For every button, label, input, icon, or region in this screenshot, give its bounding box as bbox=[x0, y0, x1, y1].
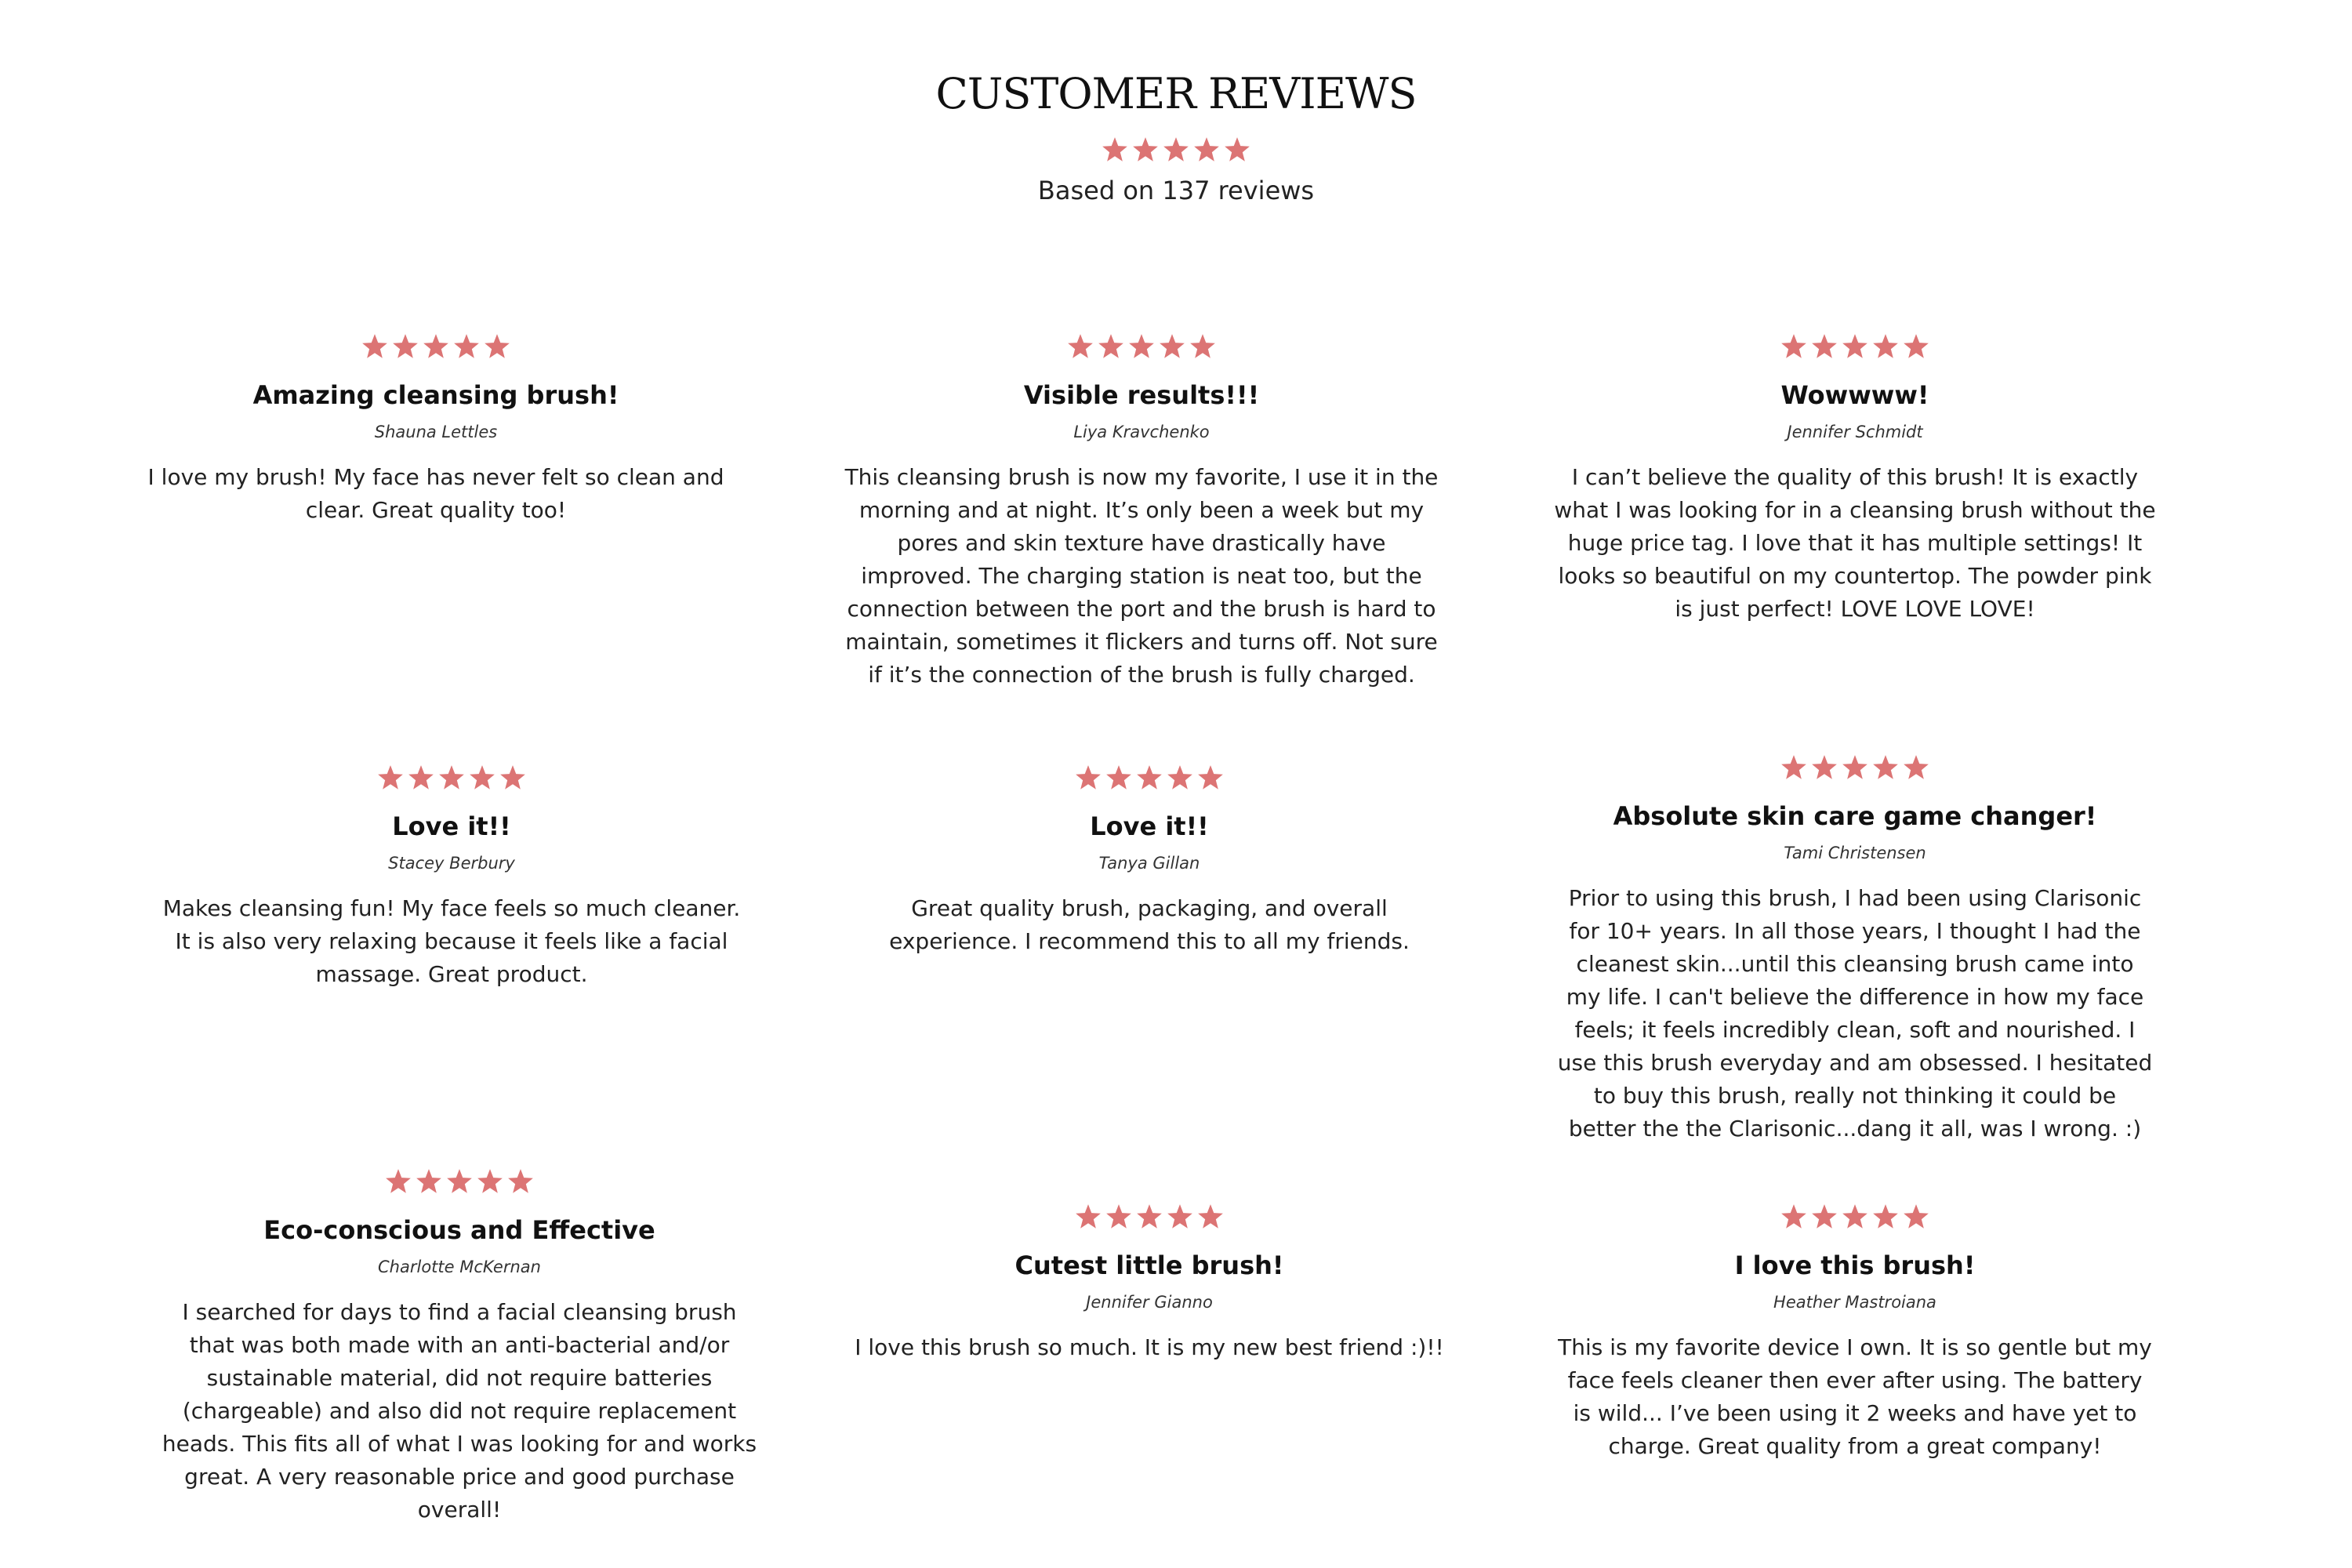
review-title: Wowwww! bbox=[1780, 380, 1929, 410]
star-icon bbox=[1841, 332, 1869, 361]
star-icon bbox=[1131, 136, 1160, 164]
review-card bbox=[138, 332, 734, 527]
star-icon bbox=[1871, 1203, 1900, 1231]
review-title: Cutest little brush! bbox=[1014, 1250, 1284, 1280]
star-icon bbox=[1066, 332, 1094, 361]
star-icon bbox=[1196, 1203, 1225, 1231]
star-icon bbox=[1101, 136, 1129, 164]
star-icon bbox=[1196, 764, 1225, 792]
review-card bbox=[851, 1203, 1447, 1364]
star-icon bbox=[445, 1167, 474, 1196]
star-icon bbox=[1810, 753, 1838, 782]
review-author: Tami Christensen bbox=[1784, 844, 1926, 862]
star-icon bbox=[499, 764, 527, 792]
review-title: Eco-conscious and Effective bbox=[263, 1215, 655, 1245]
review-title: I love this brush! bbox=[1734, 1250, 1976, 1280]
star-icon bbox=[1105, 1203, 1133, 1231]
review-title: Absolute skin care game changer! bbox=[1613, 801, 2097, 831]
review-body: I searched for days to find a facial cleansing brush that was both made with an anti-bacterial and/or sustainable material, did not require batteries (chargeable) and also did not require replacement heads. This fits all of what I was looking for and works great. A very reasonable price and good purchase overall! bbox=[162, 1299, 757, 1523]
review-rating-stars bbox=[154, 764, 750, 795]
review-author: Shauna Lettles bbox=[374, 423, 498, 441]
review-title: Love it!! bbox=[1090, 811, 1209, 841]
review-author: Heather Mastroiana bbox=[1773, 1293, 1936, 1312]
star-icon bbox=[1074, 764, 1102, 792]
star-icon bbox=[1871, 753, 1900, 782]
average-rating-stars bbox=[0, 136, 2352, 167]
review-author: Jennifer Gianno bbox=[1086, 1293, 1213, 1312]
review-body: I love my brush! My face has never felt so clean and clear. Great quality too! bbox=[147, 464, 724, 523]
star-icon bbox=[1127, 332, 1156, 361]
star-icon bbox=[415, 1167, 443, 1196]
star-icon bbox=[422, 332, 450, 361]
review-title: Visible results!!! bbox=[1023, 380, 1260, 410]
star-icon bbox=[391, 332, 419, 361]
review-card bbox=[154, 764, 750, 991]
review-rating-stars bbox=[851, 764, 1447, 795]
review-body: Prior to using this brush, I had been using Clarisonic for 10+ years. In all those years, I thought I had the cleanest skin...until this cleansing brush came into my life. I can't believe the difference in how my face feels; it feels incredibly clean, soft and nourished. I use this brush everyday and am obsessed. I hesitated to buy this brush, really not thinking it could be better the the Clarisonic...dang it all, was I wrong. :) bbox=[1557, 885, 2153, 1142]
star-icon bbox=[1780, 753, 1808, 782]
star-icon bbox=[468, 764, 496, 792]
review-title: Amazing cleansing brush! bbox=[252, 380, 619, 410]
star-icon bbox=[1162, 136, 1190, 164]
star-icon bbox=[1189, 332, 1217, 361]
review-author: Tanya Gillan bbox=[1098, 854, 1200, 873]
review-body: Great quality brush, packaging, and overall experience. I recommend this to all my friends. bbox=[889, 895, 1410, 954]
review-rating-stars bbox=[844, 332, 1439, 364]
star-icon bbox=[1841, 1203, 1869, 1231]
star-icon bbox=[1902, 332, 1930, 361]
review-rating-stars bbox=[1549, 332, 2161, 364]
star-icon bbox=[506, 1167, 535, 1196]
review-count: Based on 137 reviews bbox=[1037, 176, 1315, 205]
review-body: Makes cleansing fun! My face feels so much cleaner. It is also very relaxing because it feels like a facial massage. Great product. bbox=[162, 895, 741, 987]
star-icon bbox=[1902, 753, 1930, 782]
star-icon bbox=[1135, 764, 1163, 792]
review-card bbox=[844, 332, 1439, 691]
star-icon bbox=[483, 332, 511, 361]
star-icon bbox=[1810, 332, 1838, 361]
star-icon bbox=[1074, 1203, 1102, 1231]
page-title: CUSTOMER REVIEWS bbox=[935, 69, 1417, 118]
star-icon bbox=[1192, 136, 1221, 164]
review-body: I can’t believe the quality of this brush! It is exactly what I was looking for in a cleansing brush without the huge price tag. I love that it has multiple settings! It looks so beautiful on my countertop. The powder pink is just perfect! LOVE LOVE LOVE! bbox=[1554, 464, 2156, 622]
star-icon bbox=[1166, 1203, 1194, 1231]
star-icon bbox=[384, 1167, 412, 1196]
star-icon bbox=[1780, 1203, 1808, 1231]
review-author: Charlotte McKernan bbox=[378, 1258, 541, 1276]
star-icon bbox=[1223, 136, 1251, 164]
star-icon bbox=[1780, 332, 1808, 361]
review-author: Stacey Berbury bbox=[388, 854, 515, 873]
star-icon bbox=[437, 764, 466, 792]
star-icon bbox=[452, 332, 481, 361]
review-card bbox=[1557, 1203, 2153, 1463]
star-icon bbox=[1810, 1203, 1838, 1231]
star-icon bbox=[1841, 753, 1869, 782]
star-icon bbox=[1158, 332, 1186, 361]
review-author: Jennifer Schmidt bbox=[1787, 423, 1923, 441]
star-icon bbox=[476, 1167, 504, 1196]
star-icon bbox=[1135, 1203, 1163, 1231]
star-icon bbox=[407, 764, 435, 792]
review-rating-stars bbox=[1557, 1203, 2153, 1234]
review-body: This is my favorite device I own. It is so gentle but my face feels cleaner then ever after using. The battery is wild... I’ve been using it 2 weeks and have yet to charge. Great quality from a great company! bbox=[1558, 1334, 2152, 1459]
reviews-header bbox=[0, 67, 2352, 208]
review-card bbox=[162, 1167, 757, 1526]
star-icon bbox=[1097, 332, 1125, 361]
review-rating-stars bbox=[1557, 753, 2153, 785]
review-rating-stars bbox=[851, 1203, 1447, 1234]
star-icon bbox=[376, 764, 405, 792]
star-icon bbox=[1105, 764, 1133, 792]
star-icon bbox=[1902, 1203, 1930, 1231]
review-rating-stars bbox=[138, 332, 734, 364]
star-icon bbox=[1166, 764, 1194, 792]
review-author: Liya Kravchenko bbox=[1073, 423, 1210, 441]
review-rating-stars bbox=[162, 1167, 757, 1199]
review-card bbox=[1557, 753, 2153, 1145]
star-icon bbox=[1871, 332, 1900, 361]
review-card bbox=[1549, 332, 2161, 626]
review-body: This cleansing brush is now my favorite, I use it in the morning and at night. It’s only been a week but my pores and skin texture have drastically have improved. The charging station is neat too, but the connection between the port and the brush is hard to maintain, sometimes it flickers and turns off. Not sure if it’s the connection of the brush is fully charged. bbox=[844, 464, 1439, 688]
review-title: Love it!! bbox=[392, 811, 511, 841]
review-card bbox=[851, 764, 1447, 958]
star-icon bbox=[361, 332, 389, 361]
review-body: I love this brush so much. It is my new best friend :)!! bbox=[855, 1334, 1444, 1360]
